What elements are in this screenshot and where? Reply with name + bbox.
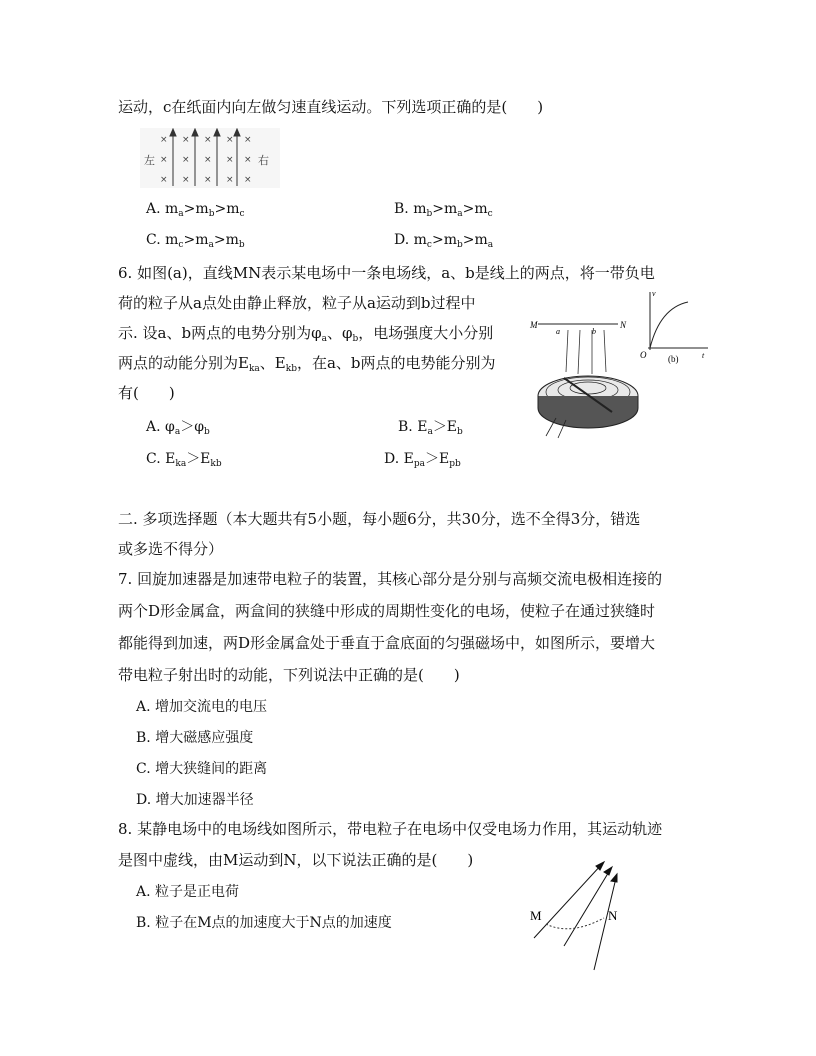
fig5-x-mark: × (182, 135, 190, 145)
fig6-label-t: t (702, 351, 705, 360)
fig5-x-mark: × (226, 175, 234, 185)
fig5-left-label: 左 (144, 155, 155, 167)
fig5-x-mark: × (160, 135, 168, 145)
q6-stem-line5: 有( ) (118, 384, 175, 402)
q8-option-a[interactable]: A. 粒子是正电荷 (136, 884, 240, 900)
fig5-x-mark: × (204, 155, 212, 165)
q5-stem-end: 运动，c在纸面内向左做匀速直线运动。下列选项正确的是( ) (118, 98, 544, 116)
fig5-x-mark: × (160, 155, 168, 165)
q6-stem-line4: 两点的动能分别为$E_{ka}$、$E_{kb}$，在a、b两点的电势能分别为 (118, 354, 496, 374)
fig6-label-a: a (556, 327, 560, 336)
q6-option-c[interactable]: C. $E_{ka}>E_{kb}$ (146, 451, 222, 469)
q6-option-a[interactable]: A. $\varphi_a>\varphi_b$ (146, 419, 210, 437)
fig8-label-N: N (608, 908, 618, 923)
q8-option-b[interactable]: B. 粒子在M点的加速度大于N点的加速度 (136, 915, 392, 931)
q7-option-a[interactable]: A. 增加交流电的电压 (136, 699, 268, 715)
q6-stem-line2: 荷的粒子从a点处由静止释放，粒子从a运动到b过程中 (118, 294, 476, 312)
fig5-x-mark: × (160, 175, 168, 185)
q5-option-a[interactable]: A. $m_a>m_b>m_c$ (146, 201, 245, 219)
q8-stem-line2: 是图中虚线，由M运动到N，以下说法正确的是( ) (118, 851, 474, 869)
q7-option-d[interactable]: D. 增大加速器半径 (136, 792, 254, 808)
q7-stem-line4: 带电粒子射出时的动能，下列说法中正确的是( ) (118, 666, 460, 684)
fig6-label-b-caption: (b) (668, 354, 679, 364)
fig5-x-mark: × (182, 155, 190, 165)
q8-stem-line1: 8. 某静电场中的电场线如图所示，带电粒子在电场中仅受电场力作用，其运动轨迹 (118, 820, 663, 838)
section2-heading-line2: 或多选不得分） (118, 540, 224, 558)
fig5-x-mark: × (244, 175, 252, 185)
fig6-label-O: O (640, 350, 647, 360)
q6-stem-line3: 示. 设a、b两点的电势分别为$\varphi_a$、$\varphi_b$，电场强度大小分别 (118, 324, 494, 344)
fig5-x-mark: × (244, 135, 252, 145)
fig5-x-mark: × (226, 155, 234, 165)
fig5-x-mark: × (244, 155, 252, 165)
q7-option-b[interactable]: B. 增大磁感应强度 (136, 730, 254, 746)
q5-option-b[interactable]: B. $m_b>m_a>m_c$ (394, 201, 493, 219)
section2-heading-line1: 二. 多项选择题（本大题共有5小题，每小题6分，共30分，选不全得3分，错选 (118, 510, 641, 528)
fig6-label-b: b (592, 327, 596, 336)
q7-stem-line2: 两个D形金属盒，两盒间的狭缝中形成的周期性变化的电场，使粒子在通过狭缝时 (118, 602, 656, 620)
q6-cyclotron-figure (526, 284, 716, 444)
fig5-x-mark: × (182, 175, 190, 185)
fig5-right-label: 右 (258, 155, 269, 167)
q6-option-d[interactable]: D. $E_{pa}>E_{pb}$ (384, 451, 461, 469)
q6-stem-line1: 6. 如图(a)，直线MN表示某电场中一条电场线，a、b是线上的两点，将一带负电 (118, 264, 655, 282)
q7-stem-line1: 7. 回旋加速器是加速带电粒子的装置，其核心部分是分别与高频交流电极相连接的 (118, 570, 663, 588)
q8-field-lines-figure (524, 856, 634, 972)
q7-option-c[interactable]: C. 增大狭缝间的距离 (136, 761, 268, 777)
q5-option-c[interactable]: C. $m_c>m_a>m_b$ (146, 232, 245, 250)
q5-option-d[interactable]: D. $m_c>m_b>m_a$ (394, 232, 494, 250)
fig8-label-M: M (530, 908, 542, 923)
fig5-x-mark: × (204, 175, 212, 185)
q6-option-b[interactable]: B. $E_a>E_b$ (398, 419, 463, 437)
fig6-label-M: M (530, 320, 538, 330)
fig6-label-v: v (652, 289, 656, 298)
fig5-x-mark: × (226, 135, 234, 145)
q5-magnetic-field-figure (140, 128, 280, 188)
fig5-x-mark: × (204, 135, 212, 145)
q7-stem-line3: 都能得到加速，两D形金属盒处于垂直于盒底面的匀强磁场中，如图所示，要增大 (118, 634, 656, 652)
fig6-label-N: N (620, 320, 627, 330)
